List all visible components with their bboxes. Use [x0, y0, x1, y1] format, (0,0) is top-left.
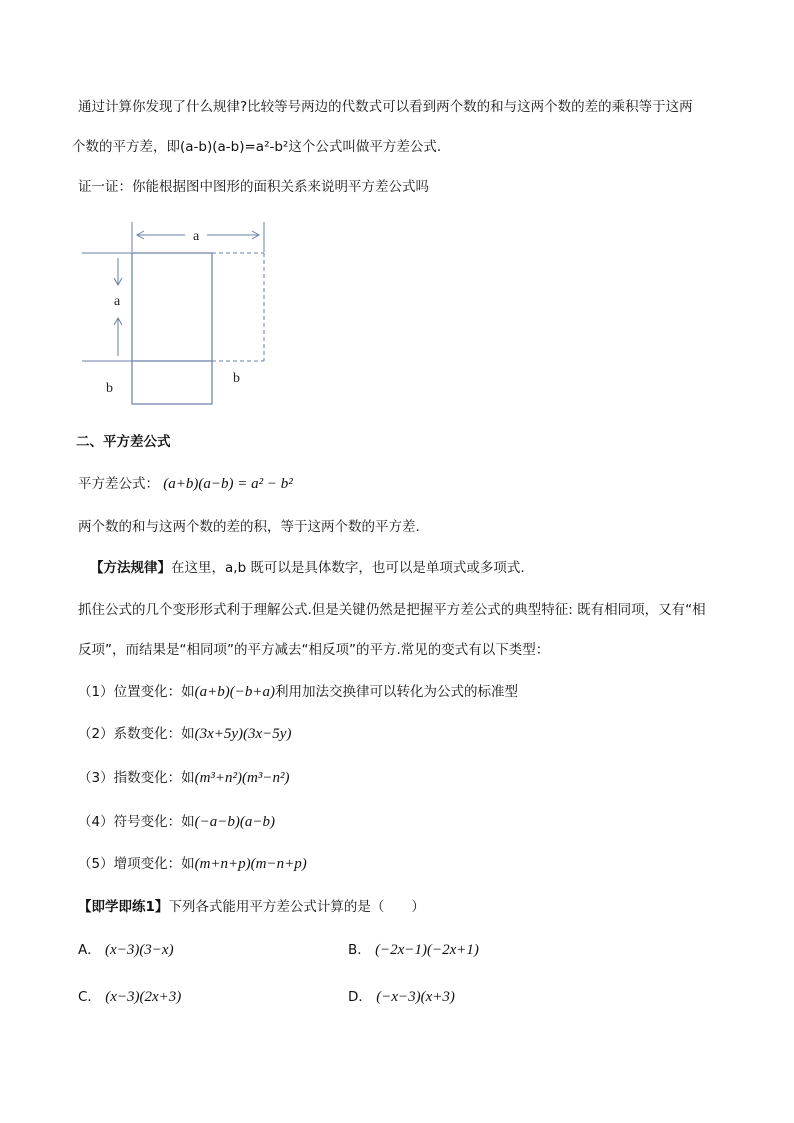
variant-label: （1）位置变化：如: [78, 684, 195, 700]
label-left-a: a: [114, 294, 121, 309]
formula: (a+b)(a−b) = a² − b²: [163, 476, 293, 492]
label-right-b: b: [233, 371, 240, 386]
exercise-question: [78, 895, 425, 915]
option-expr: (−2x−1)(−2x+1): [375, 942, 479, 958]
option-letter: B．: [348, 942, 371, 958]
variant-item: [78, 766, 289, 787]
variant-item: [78, 722, 291, 743]
option-letter: C．: [78, 989, 101, 1005]
exercise-text: 下列各式能用平方差公式计算的是（ ）: [168, 899, 425, 915]
variant-label: （3）指数变化：如: [78, 770, 195, 786]
variant-expr: (−a−b)(a−b): [194, 814, 275, 830]
exercise-tag: 【即学即练1】: [78, 899, 169, 915]
option-expr: (x−3)(3−x): [105, 942, 174, 958]
formula-line: [78, 472, 293, 493]
variant-expr: (a+b)(−b+a): [194, 684, 275, 700]
intro-line-2: 个数的平方差，即(a-b)(a-b)=a²-b²这个公式叫做平方差公式.: [72, 139, 442, 155]
grasp-line-2: 反项”，而结果是“相同项”的平方减去“相反项”的平方.常见的变式有以下类型：: [78, 642, 550, 658]
method-text: 在这里，a,b 既可以是具体数字，也可以是单项式或多项式.: [171, 560, 525, 576]
option-d[interactable]: [348, 985, 455, 1006]
variant-item: [78, 810, 275, 831]
variant-expr: (3x+5y)(3x−5y): [194, 726, 292, 742]
option-a[interactable]: [78, 938, 174, 959]
label-top-a: a: [193, 229, 200, 244]
intro-line-1: 通过计算你发现了什么规律?比较等号两边的代数式可以看到两个数的和与这两个数的差的乘积等于这两: [78, 99, 693, 115]
variant-label: （2）系数变化：如: [78, 726, 195, 742]
variant-suffix: 利用加法交换律可以转化为公式的标准型: [274, 684, 518, 700]
grasp-line-1: 抓住公式的几个变形形式利于理解公式.但是关键仍然是把握平方差公式的典型特征: 既有相同项，又有“相: [78, 602, 706, 618]
label-left-b: b: [106, 381, 113, 396]
option-expr: (−x−3)(x+3): [376, 989, 455, 1005]
option-letter: D．: [348, 989, 372, 1005]
variant-label: （5）增项变化：如: [78, 856, 195, 872]
method-rule: [90, 556, 525, 576]
method-tag: 【方法规律】: [90, 560, 171, 576]
variant-expr: (m+n+p)(m−n+p): [194, 856, 307, 872]
formula-label: 平方差公式：: [78, 476, 159, 492]
proof-prompt: 证一证：你能根据图中图形的面积关系来说明平方差公式吗: [78, 179, 429, 195]
option-letter: A．: [78, 942, 101, 958]
formula-statement: 两个数的和与这两个数的差的积，等于这两个数的平方差.: [78, 519, 420, 535]
section-heading: 二、平方差公式: [76, 434, 171, 450]
variant-item: [78, 852, 307, 873]
option-c[interactable]: [78, 985, 181, 1006]
variant-item: [78, 680, 518, 701]
variant-expr: (m³+n²)(m³−n²): [194, 770, 290, 786]
option-expr: (x−3)(2x+3): [105, 989, 182, 1005]
variant-label: （4）符号变化：如: [78, 814, 195, 830]
option-b[interactable]: [348, 938, 479, 959]
